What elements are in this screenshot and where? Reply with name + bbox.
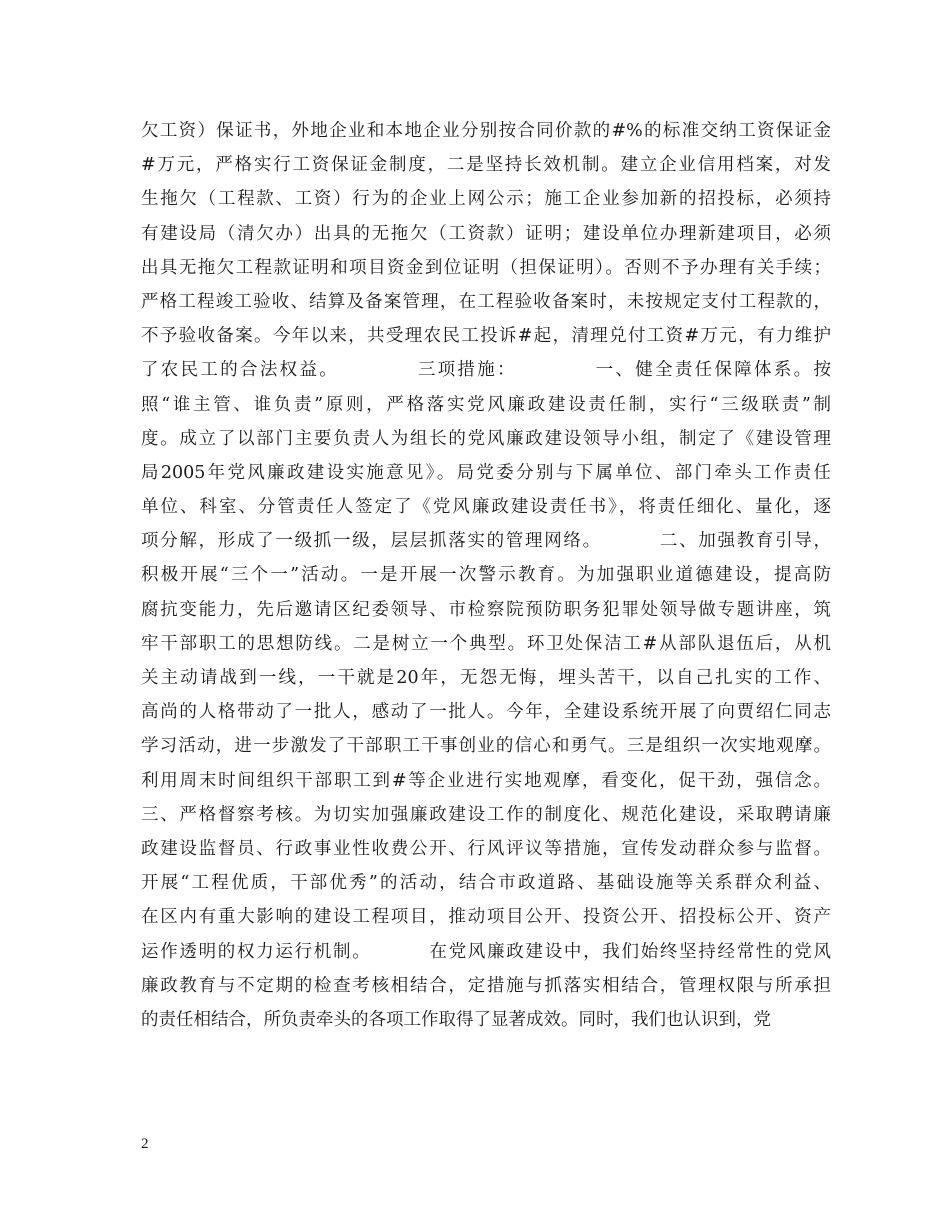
text-line: 在区内有重大影响的建设工程项目，推动项目公开、投资公开、招投标公开、资产: [141, 907, 831, 928]
text-line: 局2005年党风廉政建设实施意见》。局党委分别与下属单位、部门牵头工作责任: [141, 462, 831, 483]
text-line: 廉政教育与不定期的检查考核相结合，定措施与抓落实相结合，管理权限与所承担: [141, 975, 831, 996]
text-line: 度。成立了以部门主要负责人为组长的党风廉政建设领导小组，制定了《建设管理: [141, 428, 831, 449]
text-line: 项分解，形成了一级抓一级，层层抓落实的管理网络。 二、加强教育引导，: [141, 531, 831, 552]
text-line: 严格工程竣工验收、结算及备案管理，在工程验收备案时，未按规定支付工程款的，: [141, 291, 831, 312]
body-text: [141, 114, 831, 1037]
text-line: 不予验收备案。今年以来，共受理农民工投诉#起，清理兑付工资#万元，有力维护: [141, 326, 831, 347]
text-line: 照“谁主管、谁负责”原则，严格落实党风廉政建设责任制，实行“三级联责”制: [141, 394, 831, 415]
text-line: 政建设监督员、行政事业性收费公开、行风评议等措施，宣传发动群众参与监督。: [141, 838, 831, 859]
text-line: 生拖欠（工程款、工资）行为的企业上网公示；施工企业参加新的招投标，必须持: [141, 189, 831, 210]
text-line: 高尚的人格带动了一批人，感动了一批人。今年，全建设系统开展了向贾绍仁同志: [141, 702, 831, 723]
text-line: 三、严格督察考核。为切实加强廉政建设工作的制度化、规范化建设，采取聘请廉: [141, 804, 831, 825]
page-number: 2: [141, 1136, 149, 1152]
text-line: 欠工资）保证书，外地企业和本地企业分别按合同价款的#%的标准交纳工资保证金: [141, 121, 831, 141]
text-line: 单位、科室、分管责任人签定了《党风廉政建设责任书》，将责任细化、量化，逐: [141, 497, 831, 518]
text-line: 出具无拖欠工程款证明和项目资金到位证明（担保证明）。否则不予办理有关手续；: [141, 257, 831, 278]
text-line: 有建设局（清欠办）出具的无拖欠（工资款）证明；建设单位办理新建项目，必须: [141, 223, 831, 244]
text-line: 牢干部职工的思想防线。二是树立一个典型。环卫处保洁工#从部队退伍后，从机: [141, 633, 831, 654]
text-line: 运作透明的权力运行机制。 在党风廉政建设中，我们始终坚持经常性的党风: [141, 941, 831, 962]
text-line: 利用周末时间组织干部职工到#等企业进行实地观摩，看变化，促干劲，强信念。: [141, 770, 831, 791]
text-line: 的责任相结合，所负责牵头的各项工作取得了显著成效。同时，我们也认识到，党: [141, 1009, 771, 1030]
text-line: #万元，严格实行工资保证金制度，二是坚持长效机制。建立企业信用档案，对发: [141, 155, 831, 176]
text-line: 了农民工的合法权益。 三项措施： 一、健全责任保障体系。按: [141, 360, 831, 381]
text-line: 腐抗变能力，先后邀请区纪委领导、市检察院预防职务犯罪处领导做专题讲座，筑: [141, 599, 831, 620]
text-line: 学习活动，进一步激发了干部职工干事创业的信心和勇气。三是组织一次实地观摩。: [141, 736, 831, 757]
text-line: 开展“工程优质，干部优秀”的活动，结合市政道路、基础设施等关系群众利益、: [141, 873, 831, 894]
text-line: 关主动请战到一线，一干就是20年，无怨无悔，埋头苦干，以自己扎实的工作、: [141, 668, 831, 688]
text-line: 积极开展“三个一”活动。一是开展一次警示教育。为加强职业道德建设，提高防: [141, 565, 831, 586]
